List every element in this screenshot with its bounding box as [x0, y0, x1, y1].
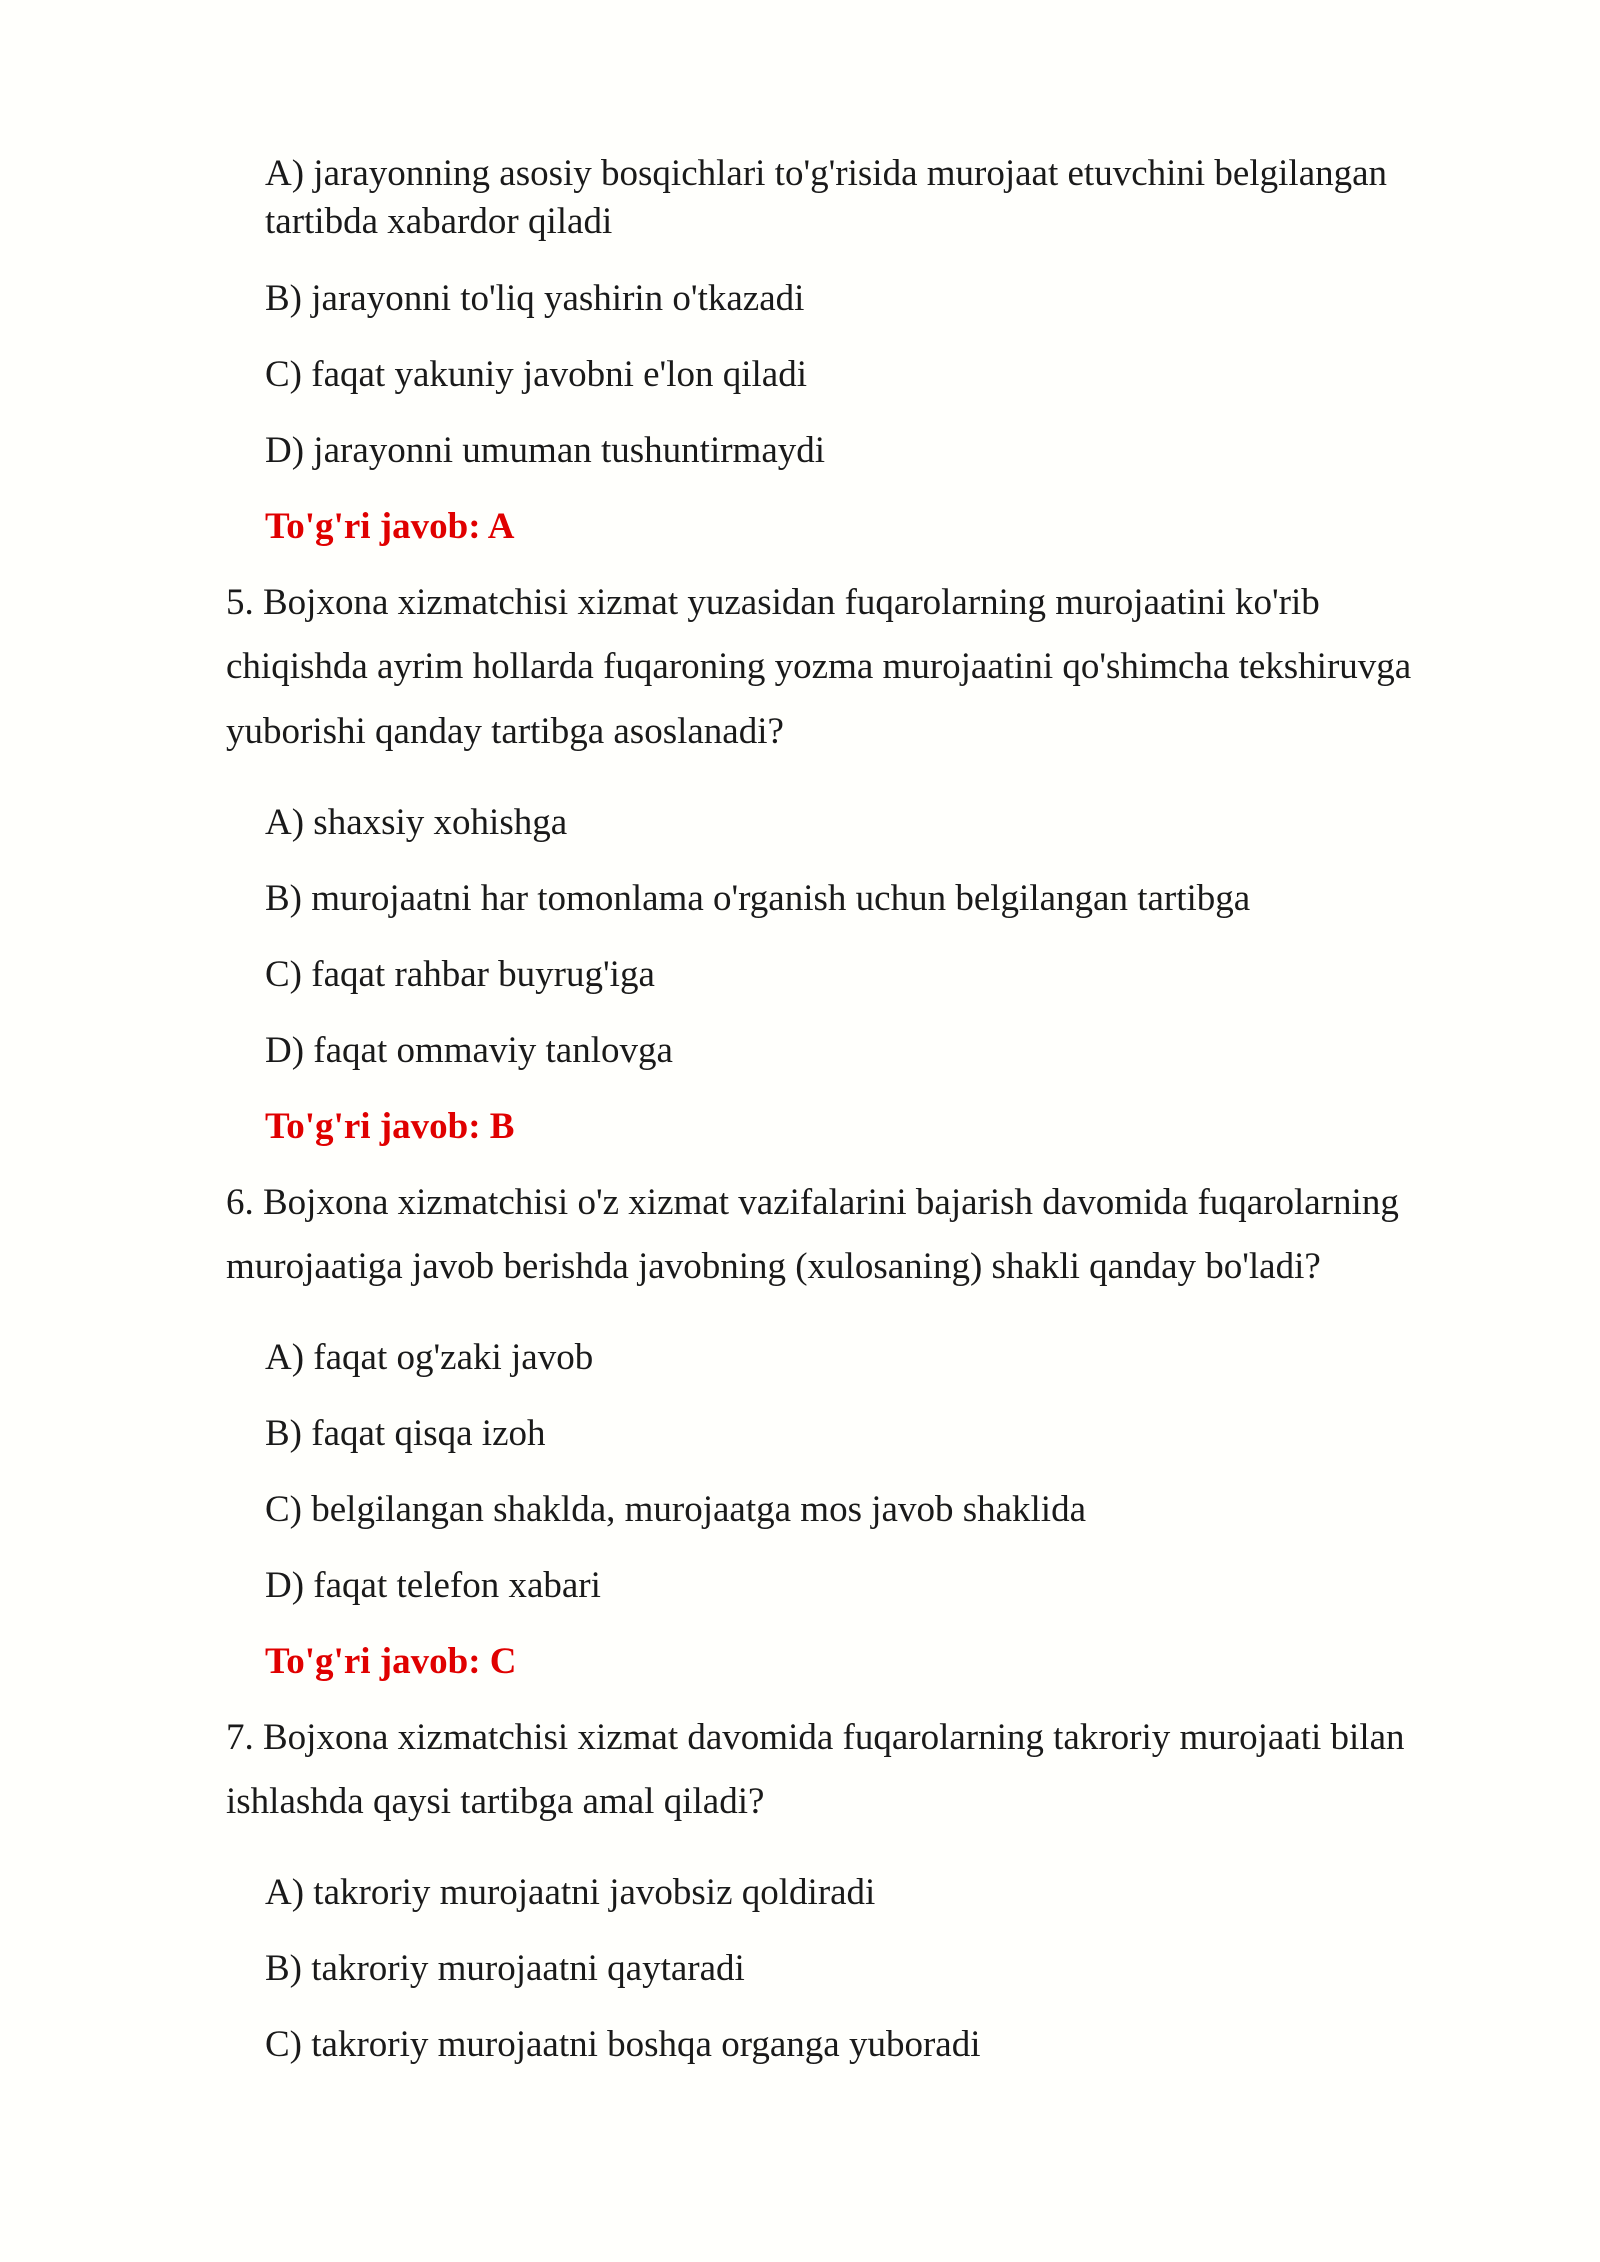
q5-option-c: C) faqat rahbar buyrug'iga — [265, 954, 655, 995]
question-6-line-2: murojaatiga javob berishda javobning (xulosaning) shakli qanday bo'ladi? — [226, 1246, 1321, 1287]
correct-answer: To'g'ri javob: A — [265, 506, 515, 547]
question-7-line-2: ishlashda qaysi tartibga amal qiladi? — [226, 1781, 765, 1822]
q7-option-b: B) takroriy murojaatni qaytaradi — [265, 1948, 745, 1989]
q5-correct-answer: To'g'ri javob: B — [265, 1106, 515, 1147]
q6-option-a: A) faqat og'zaki javob — [265, 1337, 594, 1378]
question-6-line-1: 6. Bojxona xizmatchisi o'z xizmat vazifalarini bajarish davomida fuqarolarning — [226, 1182, 1399, 1223]
question-5-line-2: chiqishda ayrim hollarda fuqaroning yozma murojaatini qo'shimcha tekshiruvga — [226, 646, 1412, 687]
q6-option-c: C) belgilangan shaklda, murojaatga mos javob shaklida — [265, 1489, 1086, 1530]
question-5-line-1: 5. Bojxona xizmatchisi xizmat yuzasidan fuqarolarning murojaatini ko'rib — [226, 582, 1320, 623]
q6-option-b: B) faqat qisqa izoh — [265, 1413, 546, 1454]
option-c: C) faqat yakuniy javobni e'lon qiladi — [265, 354, 808, 395]
q6-option-d: D) faqat telefon xabari — [265, 1565, 601, 1606]
question-7-line-1: 7. Bojxona xizmatchisi xizmat davomida fuqarolarning takroriy murojaati bilan — [226, 1717, 1405, 1758]
question-5-line-3: yuborishi qanday tartibga asoslanadi? — [226, 711, 784, 752]
option-b: B) jarayonni to'liq yashirin o'tkazadi — [265, 278, 805, 319]
option-d: D) jarayonni umuman tushuntirmaydi — [265, 430, 826, 471]
q7-option-a: A) takroriy murojaatni javobsiz qoldiradi — [265, 1872, 876, 1913]
q5-option-d: D) faqat ommaviy tanlovga — [265, 1030, 673, 1071]
q6-correct-answer: To'g'ri javob: C — [265, 1641, 517, 1682]
option-a-line-2: tartibda xabardor qiladi — [265, 201, 613, 242]
option-a-line-1: A) jarayonning asosiy bosqichlari to'g'risida murojaat etuvchini belgilangan — [265, 153, 1388, 194]
q5-option-a: A) shaxsiy xohishga — [265, 802, 568, 843]
q7-option-c: C) takroriy murojaatni boshqa organga yuboradi — [265, 2024, 981, 2065]
q5-option-b: B) murojaatni har tomonlama o'rganish uchun belgilangan tartibga — [265, 878, 1251, 919]
